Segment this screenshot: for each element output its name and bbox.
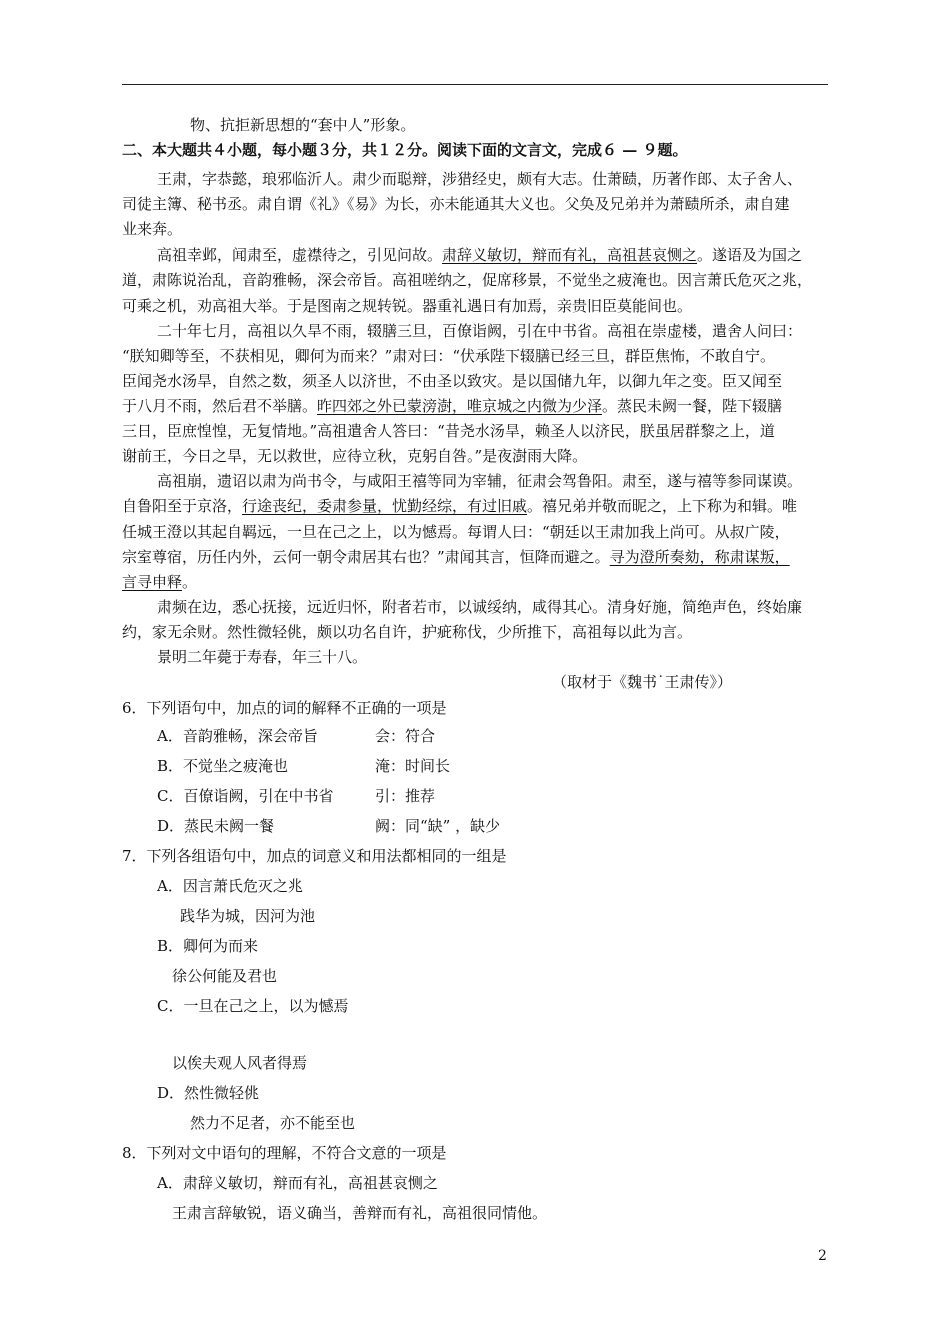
q6-option-b: B．不觉坐之疲淹也 bbox=[157, 757, 289, 775]
question-7-stem: 7．下列各组语句中，加点的词意义和用法都相同的一组是 bbox=[122, 847, 507, 865]
passage-text: 高祖幸邺，闻肃至，虚襟待之，引见问故。 bbox=[157, 246, 443, 264]
q6-option-c-explanation: 引：推荐 bbox=[375, 787, 436, 805]
passage-line: 高祖崩，遗诏以肃为尚书令，与咸阳王禧等同为宰辅，征肃会驾鲁阳。肃至，遂与禧等参同谋谟。 bbox=[157, 472, 803, 490]
q7-option-b: B．卿何为而来 bbox=[157, 937, 259, 955]
q7-option-a: A．因言萧氏危灭之兆 bbox=[157, 877, 303, 895]
underlined-sentence: 昨四郊之外已蒙滂澍，唯京城之内微为少泽 bbox=[317, 397, 603, 415]
passage-line: 臣闻尧水汤旱，自然之数，须圣人以济世，不由圣以致灾。是以国储九年，以御九年之变。臣又闻至 bbox=[122, 372, 783, 390]
q6-option-a-explanation: 会：符合 bbox=[375, 727, 436, 745]
passage-line: 二十年七月，高祖以久旱不雨，辍膳三旦，百僚诣阙，引在中书省。高祖在崇虚楼，遣舍人问曰： bbox=[157, 322, 803, 340]
passage-line: 王肃，字恭懿，琅邪临沂人。肃少而聪辩，涉猎经史，颇有大志。仕萧赜，历著作郎、太子舍人、 bbox=[157, 170, 803, 188]
underlined-sentence: 言寻申释 bbox=[122, 573, 183, 591]
q7-option-b-pair: 徐公何能及君也 bbox=[172, 967, 278, 985]
header-rule bbox=[122, 84, 828, 85]
passage-line: 言寻申释。 bbox=[122, 573, 198, 591]
q8-option-a-explanation: 王肃言辞敏锐，语义确当，善辩而有礼，高祖很同情他。 bbox=[172, 1204, 548, 1222]
passage-line: 司徒主簿、秘书丞。肃自谓《礼》《易》为长，亦未能通其大义也。父奂及兄弟并为萧赜所杀，肃自建 bbox=[122, 195, 790, 213]
passage-text: 。禧兄弟并敬而昵之，上下称为和辑。唯 bbox=[527, 497, 798, 515]
q7-option-c: C．一旦在己之上，以为憾焉 bbox=[157, 997, 349, 1015]
section-title: 二、本大题共４小题，每小题３分，共１２分。阅读下面的文言文，完成６ — ９题。 bbox=[122, 141, 688, 159]
passage-line bbox=[157, 245, 802, 265]
underlined-sentence: 行途丧纪，委肃参量，忧勤经综，有过旧戚 bbox=[242, 497, 528, 515]
passage-line: 道，肃陈说治乱，音韵雅畅，深会帝旨。高祖嗟纳之，促席移景，不觉坐之疲淹也。因言萧氏危灭之兆， bbox=[122, 271, 813, 289]
passage-line: 三日，臣庶惶惶，无复情地。”高祖遣舍人答曰：“昔尧水汤旱，赖圣人以济民，朕虽居群黎之上，道 bbox=[122, 422, 775, 440]
passage-line: 肃频在边，悉心抚接，远近归怀，附者若市，以诚绥纳，咸得其心。清身好施，简绝声色，终始廉 bbox=[157, 598, 803, 616]
passage-text: 。遂语及为国之 bbox=[697, 246, 803, 264]
passage-text: 宗室尊宿，历任内外，云何一朝令肃居其右也？”肃闻其言，恒降而避之。 bbox=[122, 548, 610, 566]
passage-line bbox=[122, 547, 790, 567]
passage-line: 可乘之机，劝高祖大举。于是图南之规转锐。器重礼遇日有加焉，亲贵旧臣莫能间也。 bbox=[122, 297, 693, 315]
q7-option-c-pair: 以俟夫观人风者得焉 bbox=[172, 1054, 308, 1072]
underlined-sentence: 寻为澄所奏劾，称肃谋叛， bbox=[609, 548, 790, 566]
passage-text: 自鲁阳至于京洛， bbox=[122, 497, 243, 515]
q6-option-d-explanation: 阙：同“缺” ，缺少 bbox=[375, 817, 501, 835]
passage-line: “朕知卿等至，不获相见，卿何为而来？”肃对曰：“伏承陛下辍膳已经三旦，群臣焦怖，不敢自宁。 bbox=[122, 347, 776, 365]
passage-line: 任城王澄以其起自羁远，一旦在己之上，以为憾焉。每谓人曰：“朝廷以王肃加我上尚可。从叔广陵， bbox=[122, 523, 790, 541]
passage-line: 约，家无余财。然性微轻佻，颇以功名自许，护疵称伐，少所推下，高祖每以此为言。 bbox=[122, 623, 693, 641]
passage-line bbox=[122, 496, 797, 516]
question-8-stem: 8．下列对文中语句的理解，不符合文意的一项是 bbox=[122, 1144, 447, 1162]
page-number: 2 bbox=[818, 1248, 827, 1264]
q7-option-d: D．然性微轻佻 bbox=[157, 1084, 260, 1102]
passage-line: 景明二年薨于寿春，年三十八。 bbox=[157, 648, 368, 666]
q8-option-a: A．肃辞义敏切，辩而有礼，高祖甚哀恻之 bbox=[157, 1174, 438, 1192]
passage-line: 谢前王，今日之旱，无以救世，应待立秋，克躬自咎。”是夜澍雨大降。 bbox=[122, 447, 588, 465]
q6-option-c: C．百僚诣阙，引在中书省 bbox=[157, 787, 334, 805]
source-citation: （取材于《魏书˙王肃传》） bbox=[552, 673, 733, 691]
q6-option-d: D．蒸民未阙一餐 bbox=[157, 817, 275, 835]
q6-option-a: A．音韵雅畅，深会帝旨 bbox=[157, 727, 318, 745]
q7-option-a-pair: 践华为城，因河为池 bbox=[180, 907, 316, 925]
q6-option-b-explanation: 淹：时间长 bbox=[375, 757, 451, 775]
continuation-line: 物、抗拒新思想的“套中人”形象。 bbox=[190, 116, 416, 134]
q7-option-d-pair: 然力不足者，亦不能至也 bbox=[190, 1114, 356, 1132]
passage-text: 于八月不雨，然后君不举膳。 bbox=[122, 397, 318, 415]
passage-text: 。蒸民未阙一餐，陛下辍膳 bbox=[602, 397, 783, 415]
passage-line: 业来奔。 bbox=[122, 220, 183, 238]
underlined-sentence: 肃辞义敏切，辩而有礼，高祖甚哀恻之 bbox=[442, 246, 698, 264]
question-6-stem: 6．下列语句中，加点的词的解释不正确的一项是 bbox=[122, 699, 447, 717]
passage-line bbox=[122, 396, 782, 416]
